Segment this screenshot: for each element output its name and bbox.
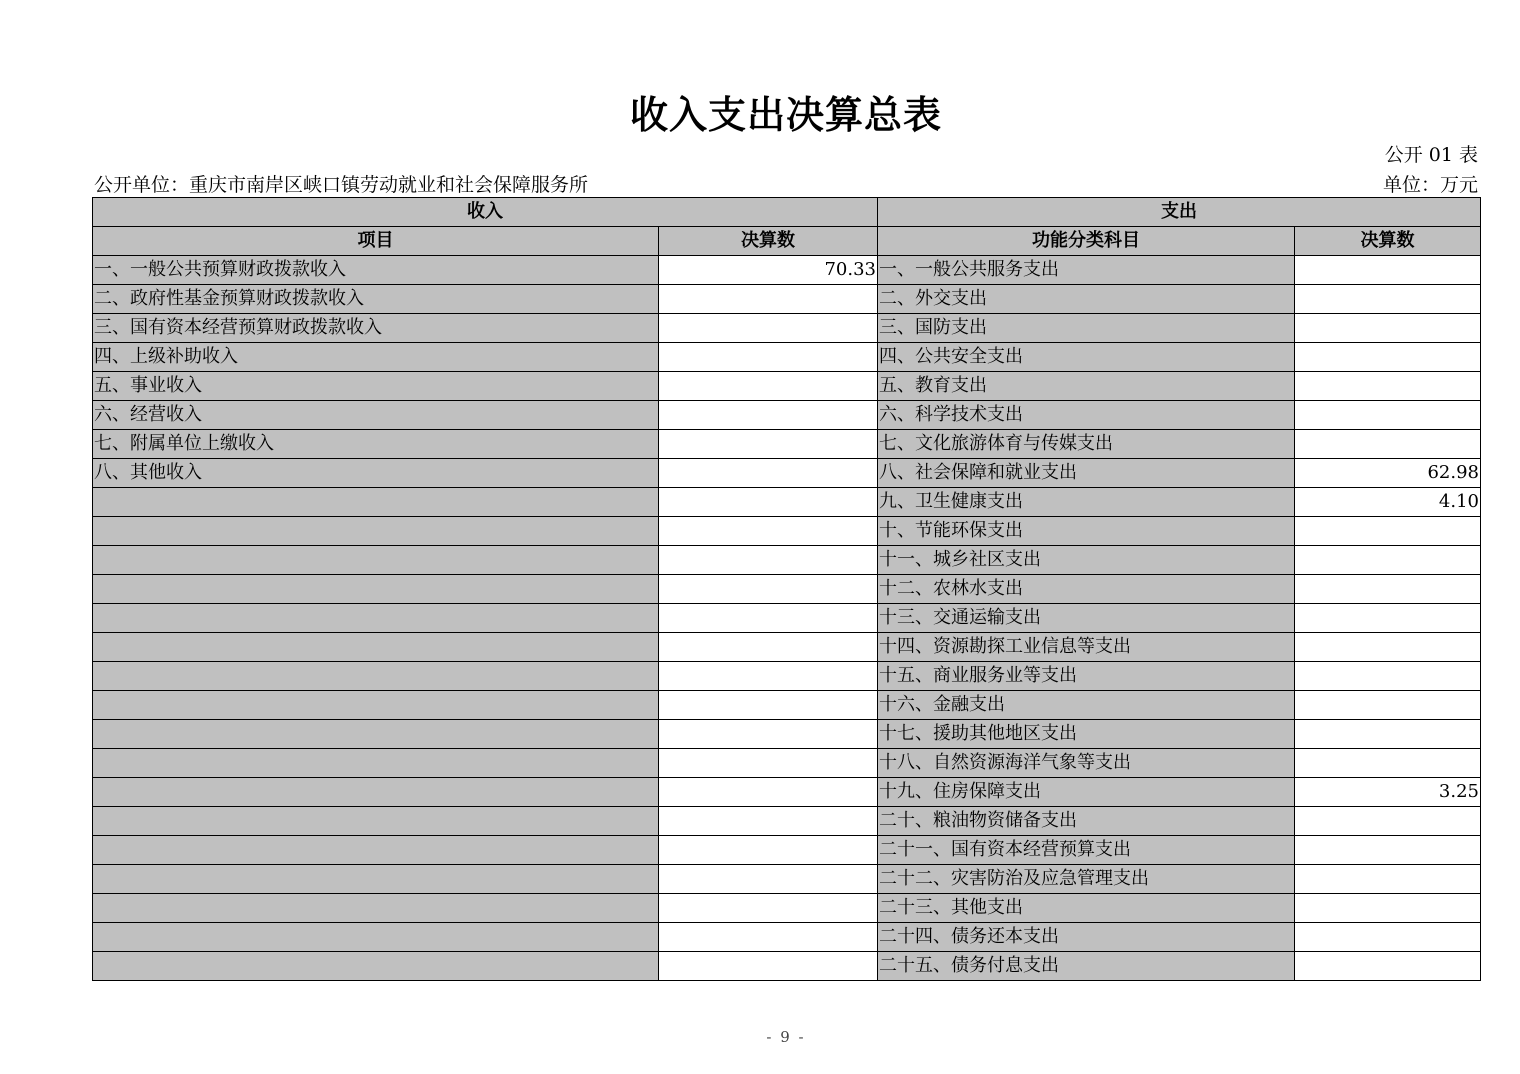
income-item-cell: [93, 691, 659, 720]
expense-subject-cell: 十九、住房保障支出: [878, 778, 1295, 807]
table-row: [93, 256, 1481, 285]
table-row: [93, 720, 1481, 749]
expense-amount-cell: [1295, 633, 1481, 662]
expense-subject-cell: 十一、城乡社区支出: [878, 546, 1295, 575]
expense-subject-cell: 六、科学技术支出: [878, 401, 1295, 430]
expense-amount-cell: [1295, 836, 1481, 865]
expense-amount-cell: [1295, 807, 1481, 836]
income-amount-cell: [659, 488, 878, 517]
expense-subject-cell: 九、卫生健康支出: [878, 488, 1295, 517]
income-amount-cell: [659, 807, 878, 836]
income-item-cell: [93, 749, 659, 778]
table-row: [93, 546, 1481, 575]
income-amount-cell: [659, 633, 878, 662]
expense-amount-cell: [1295, 546, 1481, 575]
income-item-cell: [93, 546, 659, 575]
expense-subject-cell: 十五、商业服务业等支出: [878, 662, 1295, 691]
expense-amount-cell: 3.25: [1295, 778, 1481, 807]
expense-subject-header: 功能分类科目: [878, 227, 1295, 256]
expense-subject-cell: 十二、农林水支出: [878, 575, 1295, 604]
income-item-cell: [93, 488, 659, 517]
income-amount-cell: [659, 865, 878, 894]
income-amount-cell: [659, 720, 878, 749]
expense-subject-cell: 五、教育支出: [878, 372, 1295, 401]
income-item-cell: [93, 604, 659, 633]
expense-amount-cell: [1295, 923, 1481, 952]
table-row: [93, 517, 1481, 546]
income-item-cell: [93, 865, 659, 894]
income-amount-cell: [659, 401, 878, 430]
income-amount-cell: [659, 372, 878, 401]
table-row: [93, 633, 1481, 662]
table-row: [93, 488, 1481, 517]
expense-amount-cell: [1295, 343, 1481, 372]
expense-amount-cell: [1295, 401, 1481, 430]
income-amount-cell: [659, 894, 878, 923]
expense-amount-cell: [1295, 749, 1481, 778]
expense-subject-cell: 二十三、其他支出: [878, 894, 1295, 923]
expense-subject-cell: 十七、援助其他地区支出: [878, 720, 1295, 749]
expense-subject-cell: 四、公共安全支出: [878, 343, 1295, 372]
income-expense-table: [92, 197, 1481, 981]
expense-amount-cell: 4.10: [1295, 488, 1481, 517]
table-row: [93, 749, 1481, 778]
expense-subject-cell: 二十四、债务还本支出: [878, 923, 1295, 952]
income-item-cell: [93, 662, 659, 691]
income-item-cell: [93, 923, 659, 952]
income-amount-cell: [659, 343, 878, 372]
expense-subject-cell: 十、节能环保支出: [878, 517, 1295, 546]
table-row: [93, 691, 1481, 720]
table-row: [93, 923, 1481, 952]
table-row: [93, 575, 1481, 604]
income-item-cell: 五、事业收入: [93, 372, 659, 401]
expense-amount-cell: [1295, 662, 1481, 691]
expense-amount-cell: [1295, 314, 1481, 343]
income-group-header: 收入: [93, 198, 878, 227]
income-amount-cell: [659, 691, 878, 720]
income-item-cell: [93, 517, 659, 546]
income-amount-cell: [659, 546, 878, 575]
page-title: 收入支出决算总表: [629, 93, 942, 137]
expense-subject-cell: 十八、自然资源海洋气象等支出: [878, 749, 1295, 778]
expense-subject-cell: 十三、交通运输支出: [878, 604, 1295, 633]
table-row: [93, 343, 1481, 372]
expense-amount-cell: 62.98: [1295, 459, 1481, 488]
expense-amount-cell: [1295, 952, 1481, 981]
table-row: [93, 372, 1481, 401]
table-row: [93, 894, 1481, 923]
table-row: [93, 836, 1481, 865]
expense-subject-cell: 二十五、债务付息支出: [878, 952, 1295, 981]
expense-amount-cell: [1295, 285, 1481, 314]
expense-subject-cell: 一、一般公共服务支出: [878, 256, 1295, 285]
expense-amount-cell: [1295, 720, 1481, 749]
table-row: [93, 285, 1481, 314]
income-amount-cell: [659, 575, 878, 604]
table-row: [93, 314, 1481, 343]
expense-subject-cell: 十六、金融支出: [878, 691, 1295, 720]
income-item-cell: [93, 836, 659, 865]
expense-subject-cell: 二、外交支出: [878, 285, 1295, 314]
expense-amount-cell: [1295, 604, 1481, 633]
reporting-organization: 公开单位：重庆市南岸区峡口镇劳动就业和社会保障服务所: [94, 174, 589, 196]
header-row-columns: [93, 227, 1481, 256]
table-row: [93, 807, 1481, 836]
form-number: 公开 01 表: [1384, 144, 1478, 166]
income-item-cell: 三、国有资本经营预算财政拨款收入: [93, 314, 659, 343]
table-row: [93, 459, 1481, 488]
expense-amount-cell: [1295, 691, 1481, 720]
expense-subject-cell: 十四、资源勘探工业信息等支出: [878, 633, 1295, 662]
table-row: [93, 430, 1481, 459]
table-row: [93, 865, 1481, 894]
table-row: [93, 778, 1481, 807]
income-item-cell: [93, 778, 659, 807]
income-item-cell: 八、其他收入: [93, 459, 659, 488]
income-amount-cell: [659, 459, 878, 488]
header-row-groups: [93, 198, 1481, 227]
income-amount-cell: [659, 749, 878, 778]
income-amount-header: 决算数: [659, 227, 878, 256]
expense-amount-cell: [1295, 575, 1481, 604]
expense-amount-cell: [1295, 894, 1481, 923]
income-item-cell: 二、政府性基金预算财政拨款收入: [93, 285, 659, 314]
income-amount-cell: [659, 314, 878, 343]
expense-subject-cell: 二十二、灾害防治及应急管理支出: [878, 865, 1295, 894]
income-amount-cell: [659, 662, 878, 691]
table-row: [93, 604, 1481, 633]
income-amount-cell: [659, 430, 878, 459]
income-amount-cell: [659, 923, 878, 952]
expense-subject-cell: 三、国防支出: [878, 314, 1295, 343]
table-row: [93, 662, 1481, 691]
income-amount-cell: [659, 604, 878, 633]
income-item-cell: [93, 807, 659, 836]
income-amount-cell: 70.33: [659, 256, 878, 285]
expense-amount-cell: [1295, 517, 1481, 546]
income-amount-cell: [659, 517, 878, 546]
expense-subject-cell: 二十一、国有资本经营预算支出: [878, 836, 1295, 865]
expense-subject-cell: 二十、粮油物资储备支出: [878, 807, 1295, 836]
income-item-cell: 七、附属单位上缴收入: [93, 430, 659, 459]
expense-subject-cell: 八、社会保障和就业支出: [878, 459, 1295, 488]
expense-subject-cell: 七、文化旅游体育与传媒支出: [878, 430, 1295, 459]
income-amount-cell: [659, 778, 878, 807]
income-amount-cell: [659, 836, 878, 865]
table-row: [93, 401, 1481, 430]
income-item-cell: [93, 894, 659, 923]
table-row: [93, 952, 1481, 981]
expense-amount-cell: [1295, 256, 1481, 285]
expense-amount-header: 决算数: [1295, 227, 1481, 256]
income-item-cell: 一、一般公共预算财政拨款收入: [93, 256, 659, 285]
income-amount-cell: [659, 285, 878, 314]
income-item-cell: [93, 952, 659, 981]
income-amount-cell: [659, 952, 878, 981]
income-item-header: 项目: [93, 227, 659, 256]
currency-unit: 单位：万元: [1382, 174, 1478, 196]
income-item-cell: 四、上级补助收入: [93, 343, 659, 372]
expense-amount-cell: [1295, 372, 1481, 401]
income-item-cell: 六、经营收入: [93, 401, 659, 430]
income-item-cell: [93, 575, 659, 604]
income-item-cell: [93, 633, 659, 662]
expense-amount-cell: [1295, 865, 1481, 894]
expense-group-header: 支出: [878, 198, 1481, 227]
page-number: - 9 -: [766, 1028, 806, 1046]
expense-amount-cell: [1295, 430, 1481, 459]
income-item-cell: [93, 720, 659, 749]
